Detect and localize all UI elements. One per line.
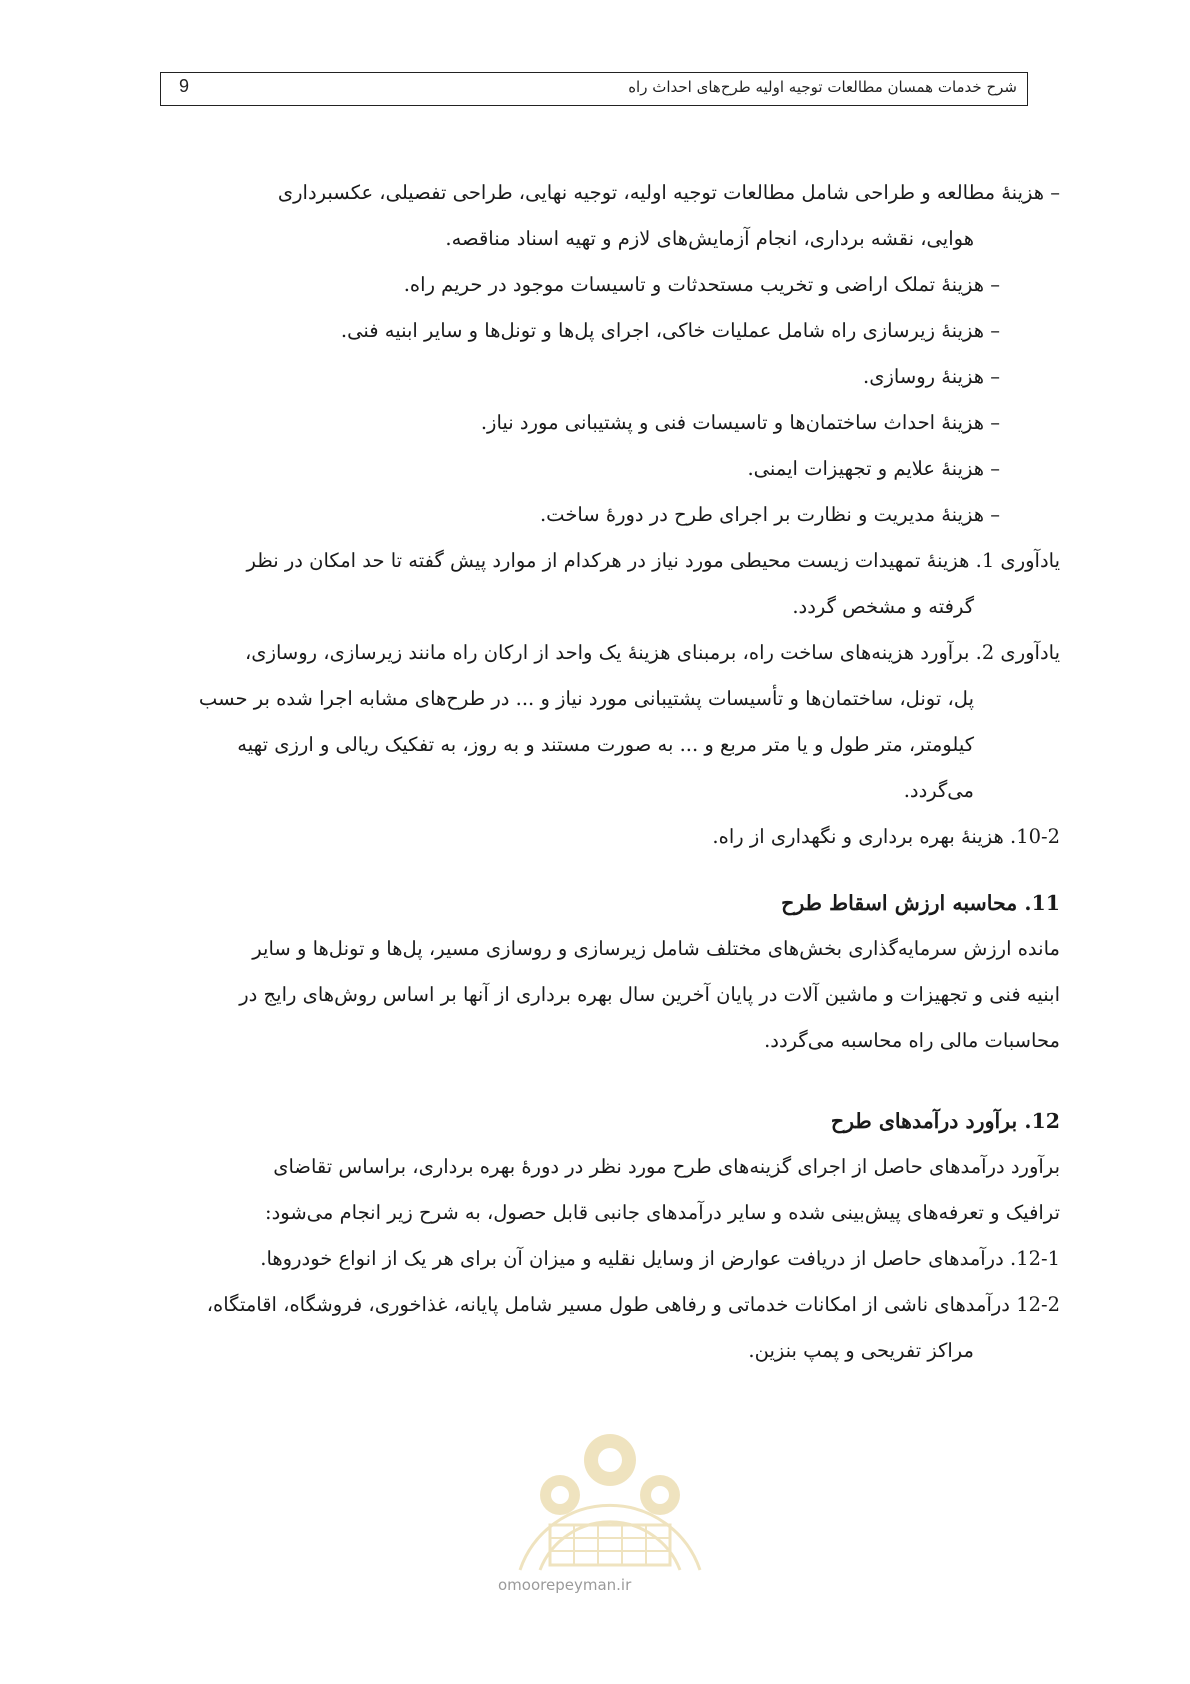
note-2-line-2: پل، تونل، ساختمان‌ها و تأسیسات پشتیبانی مورد نیاز و ... در طرح‌های مشابه اجرا شده بر حسب	[198, 687, 974, 710]
section-11-line-1: مانده ارزش سرمایه‌گذاری بخش‌های مختلف شامل زیرسازی و روسازی مسیر، پل‌ها و تونل‌ها و سایر	[252, 937, 1060, 960]
section-12-title: 12. برآورد درآمدهای طرح	[830, 1109, 1060, 1133]
cost-item-substructure: – هزینهٔ زیرسازی راه شامل عملیات خاکی، اجرای پل‌ها و تونل‌ها و سایر ابنیه فنی.	[340, 319, 1000, 342]
note-1-line-2: گرفته و مشخص گردد.	[792, 595, 974, 618]
watermark-logo-icon	[490, 1380, 730, 1580]
cost-item-pavement: – هزینهٔ روسازی.	[863, 365, 1000, 388]
cost-item-buildings: – هزینهٔ احداث ساختمان‌ها و تاسیسات فنی و پشتیبانی مورد نیاز.	[480, 411, 1000, 434]
cost-item-design-1: – هزینهٔ مطالعه و طراحی شامل مطالعات توجیه اولیه، توجیه نهایی، طراحی تفصیلی، عکسبرداری	[277, 181, 1060, 204]
page-number: 9	[179, 76, 190, 96]
section-12-item-2-line-1: 12-2 درآمدهای ناشی از امکانات خدماتی و رفاهی طول مسیر شامل پایانه، غذاخوری، فروشگاه، اقامتگاه،	[206, 1293, 1060, 1316]
section-11-line-2: ابنیه فنی و تجهیزات و ماشین آلات در پایان آخرین سال بهره برداری از آنها بر اساس روش‌های رایج در	[239, 983, 1060, 1006]
section-12-item-1: 12-1. درآمدهای حاصل از دریافت عوارض از وسایل نقلیه و میزان آن برای هر یک از انواع خودروها.	[260, 1247, 1060, 1270]
section-12-item-2-line-2: مراکز تفریحی و پمپ بنزین.	[748, 1339, 974, 1362]
section-11-line-3: محاسبات مالی راه محاسبه می‌گردد.	[764, 1029, 1060, 1052]
header-title: شرح خدمات همسان مطالعات توجیه اولیه طرح‌های احداث راه	[628, 78, 1017, 96]
note-2-line-3: کیلومتر، متر طول و یا متر مربع و ... به صورت مستند و به روز، به تفکیک ریالی و ارزی تهیه	[237, 733, 974, 756]
note-2-line-4: می‌گردد.	[903, 779, 974, 802]
cost-item-supervision: – هزینهٔ مدیریت و نظارت بر اجرای طرح در دورهٔ ساخت.	[539, 503, 1000, 526]
page-header	[160, 72, 1028, 106]
section-12-line-1: برآورد درآمدهای حاصل از اجرای گزینه‌های طرح مورد نظر در دورهٔ بهره برداری، براساس تقاضای	[273, 1155, 1060, 1178]
note-1-line-1: یادآوری 1. هزینهٔ تمهیدات زیست محیطی مورد نیاز در هرکدام از موارد پیش گفته تا حد امکان در نظر	[246, 549, 1060, 572]
section-11-title: 11. محاسبه ارزش اسقاط طرح	[781, 891, 1060, 915]
section-12-line-2: ترافیک و تعرفه‌های پیش‌بینی شده و سایر درآمدهای جانبی قابل حصول، به شرح زیر انجام می‌شود:	[265, 1201, 1060, 1224]
item-10-2: 10-2. هزینهٔ بهره برداری و نگهداری از راه.	[712, 825, 1060, 848]
cost-item-design-2: هوایی، نقشه برداری، انجام آزمایش‌های لازم و تهیه اسناد مناقصه.	[445, 227, 974, 250]
note-2-line-1: یادآوری 2. برآورد هزینه‌های ساخت راه، برمبنای هزینهٔ یک واحد از ارکان راه مانند زیرسازی، روسازی،	[245, 641, 1060, 664]
document-body	[170, 170, 1060, 1374]
cost-item-safety: – هزینهٔ علایم و تجهیزات ایمنی.	[747, 457, 1000, 480]
cost-item-land: – هزینهٔ تملک اراضی و تخریب مستحدثات و تاسیسات موجود در حریم راه.	[403, 273, 1000, 296]
watermark-site: omoorepeyman.ir	[498, 1576, 632, 1594]
